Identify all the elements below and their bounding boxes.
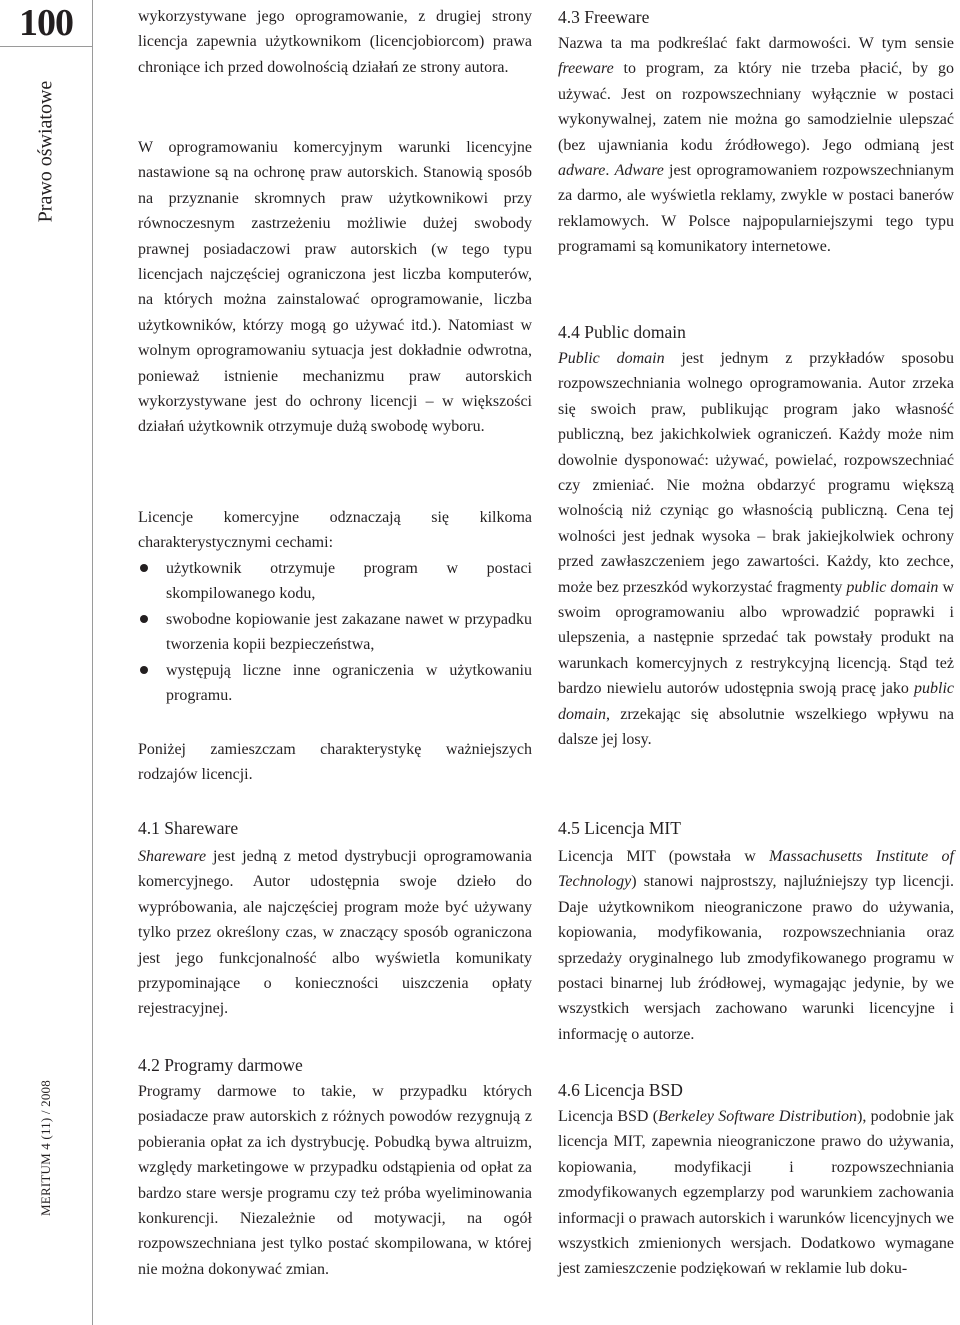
heading-bsd-license: 4.6 Licencja BSD <box>558 1080 683 1100</box>
paragraph-free-programs: Programy darmowe to takie, w przypadku których posiadacze praw autorskich z różnych powodów rezygnują z pobierania opłat za ich dystrybucję. Pobudką bywa altruizm, względy marketingowe w przypadku odstąpienia od opłat za bardzo stare wersje programu czy też próba wyeliminowania konkurencji. Niezależnie od motywacji, na ogół rozpowszechniana jest tylko postać skompilowana, w której nie można dokonywać zmian. <box>138 1083 532 1278</box>
journal-issue: MERITUM 4 (11) / 2008 <box>38 1080 53 1216</box>
section-name: Prawo oświatowe <box>34 80 57 223</box>
paragraph-commercial-licenses: W oprogramowaniu komercyjnym warunki licencyjne nastawione są na ochronę praw autorskich. Stanowią sposób na przyznanie skromnych praw użytkownikowi przy równoczesnym zastrzeżeniu możliwie dużej swobody prawnej posiadaczowi praw autorskich (w tego typu licencjach najczęściej ograniczona jest liczba komputerów, na których można zainstalować oprogramowanie, liczba użytkowników, którzy mogą go używać itd.). Natomiast w wolnym oprogramowaniu sytuacja jest dokładnie odwrotna, ponieważ istnienie mechanizmu praw autorskich wykorzystywane jest do ochrony licencji – w większości działań użytkownik otrzymuje dużą swobodę wyboru. <box>138 139 532 436</box>
paragraph-public-domain: Public domain jest jednym z przykładów sposobu rozpowszechniania wolnego oprogramowania. Autor zrzeka się swoich praw, publikując program jako własność publiczną, bez jakichkolwiek ograniczeń. Każdy może nim dowolnie dysponować: używać, powielać, rozpowszechniać czy zmieniać. Nie można obdarzyć programu większą wolnością niż czyniąc go własnością publiczną. Cena tej wolności jest jednak wysoka – brak jakiejkolwiek ochrony przed zawłaszczeniem jego zawartości. Każdy, kto zechce, może bez przeszkód wykorzystać fragmenty public domain w swoim oprogramowaniu albo wprowadzić poprawki i ulepszenia, a następnie sprzedać tak powstały produkt na warunkach komercyjnych z restrykcyjną licencją. Stąd też bardzo niewielu autorów udostępnia swoją pracę jako public domain, zrzekając się absolutnie wszelkiego wpływu na dalsze jej losy. <box>558 350 955 749</box>
paragraph-mit-license: Licencja MIT (powstała w Massachusetts Institute of Technology) stanowi najprostszy, najluźniejszy typ licencji. Daje użytkownikom nieograniczone prawo do używania, kopiowania, modyfikowania, rozpowszechniania oraz sprzedaży oryginalnego lub zmodyfikowanego programu w postaci binarnej lub źródłowej, wymagając jedynie, by we wszystkich wersjach zachowano warunki licencyjne i informację o autorze. <box>558 848 954 1043</box>
paragraph-license-types-intro: Poniżej zamieszczam charakterystykę ważniejszych rodzajów licencji. <box>138 741 532 784</box>
paragraph-bsd-license: Licencja BSD (Berkeley Software Distribution), podobnie jak licencja MIT, zapewnia nieograniczone prawo do używania, kopiowania, modyfikacji i rozpowszechniania zmodyfikowanych egzemplarzy pod warunkiem zachowania informacji o prawach autorskich i warunków licencyjnych we wszystkich zmienionych wersjach. Dodatkowo wymagane jest zamieszczenie podziękowań w reklamie lub doku- <box>558 1108 955 1278</box>
list-item: swobodne kopiowanie jest zakazane nawet w przypadku tworzenia kopii bezpieczeństwa, <box>138 607 532 658</box>
paragraph-commercial-features-intro: Licencje komercyjne odznaczają się kilkoma charakterystycznymi cechami: <box>138 509 532 552</box>
heading-free-programs: 4.2 Programy darmowe <box>138 1055 303 1075</box>
page-sidebar <box>0 0 93 1325</box>
paragraph-license-protection: wykorzystywane jego oprogramowanie, z drugiej strony licencja zapewnia użytkownikom (licencjobiorcom) prawa chroniące ich przed dowolnością działań ze strony autora. <box>138 8 532 76</box>
list-item: występują liczne inne ograniczenia w użytkowaniu programu. <box>138 658 532 709</box>
page-number: 100 <box>0 0 92 47</box>
heading-mit-license: 4.5 Licencja MIT <box>558 818 681 838</box>
commercial-features-list <box>138 556 532 708</box>
paragraph-shareware: Shareware jest jedną z metod dystrybucji oprogramowania komercyjnego. Autor udostępnia swoje dzieło do wypróbowania, ale najczęściej program może być używany tylko przez określony czas, w znaczący sposób ograniczona jest jego funkcjonalność albo wyświetla komunikaty przypominające o konieczności uiszczenia opłaty rejestracyjnej. <box>138 848 532 1018</box>
list-item: użytkownik otrzymuje program w postaci skompilowanego kodu, <box>138 556 532 607</box>
heading-shareware: 4.1 Shareware <box>138 818 239 838</box>
heading-freeware: 4.3 Freeware <box>558 7 650 27</box>
paragraph-freeware: Nazwa ta ma podkreślać fakt darmowości. W tym sensie freeware to program, za który nie trzeba płacić, by go używać. Jest on rozpowszechniany wyłącznie w postaci wykonywalnej, zatem nie można go samodzielnie ulepszać (bez ujawniania kodu źródłowego). Jego odmianą jest adware. Adware jest oprogramowaniem rozpowszechnianym za darmo, ale wyświetla reklamy, zwykle w postaci banerów reklamowych. W Polsce najpopularniejszymi tego typu programami są komunikatory internetowe. <box>558 35 955 256</box>
heading-public-domain: 4.4 Public domain <box>558 322 686 342</box>
